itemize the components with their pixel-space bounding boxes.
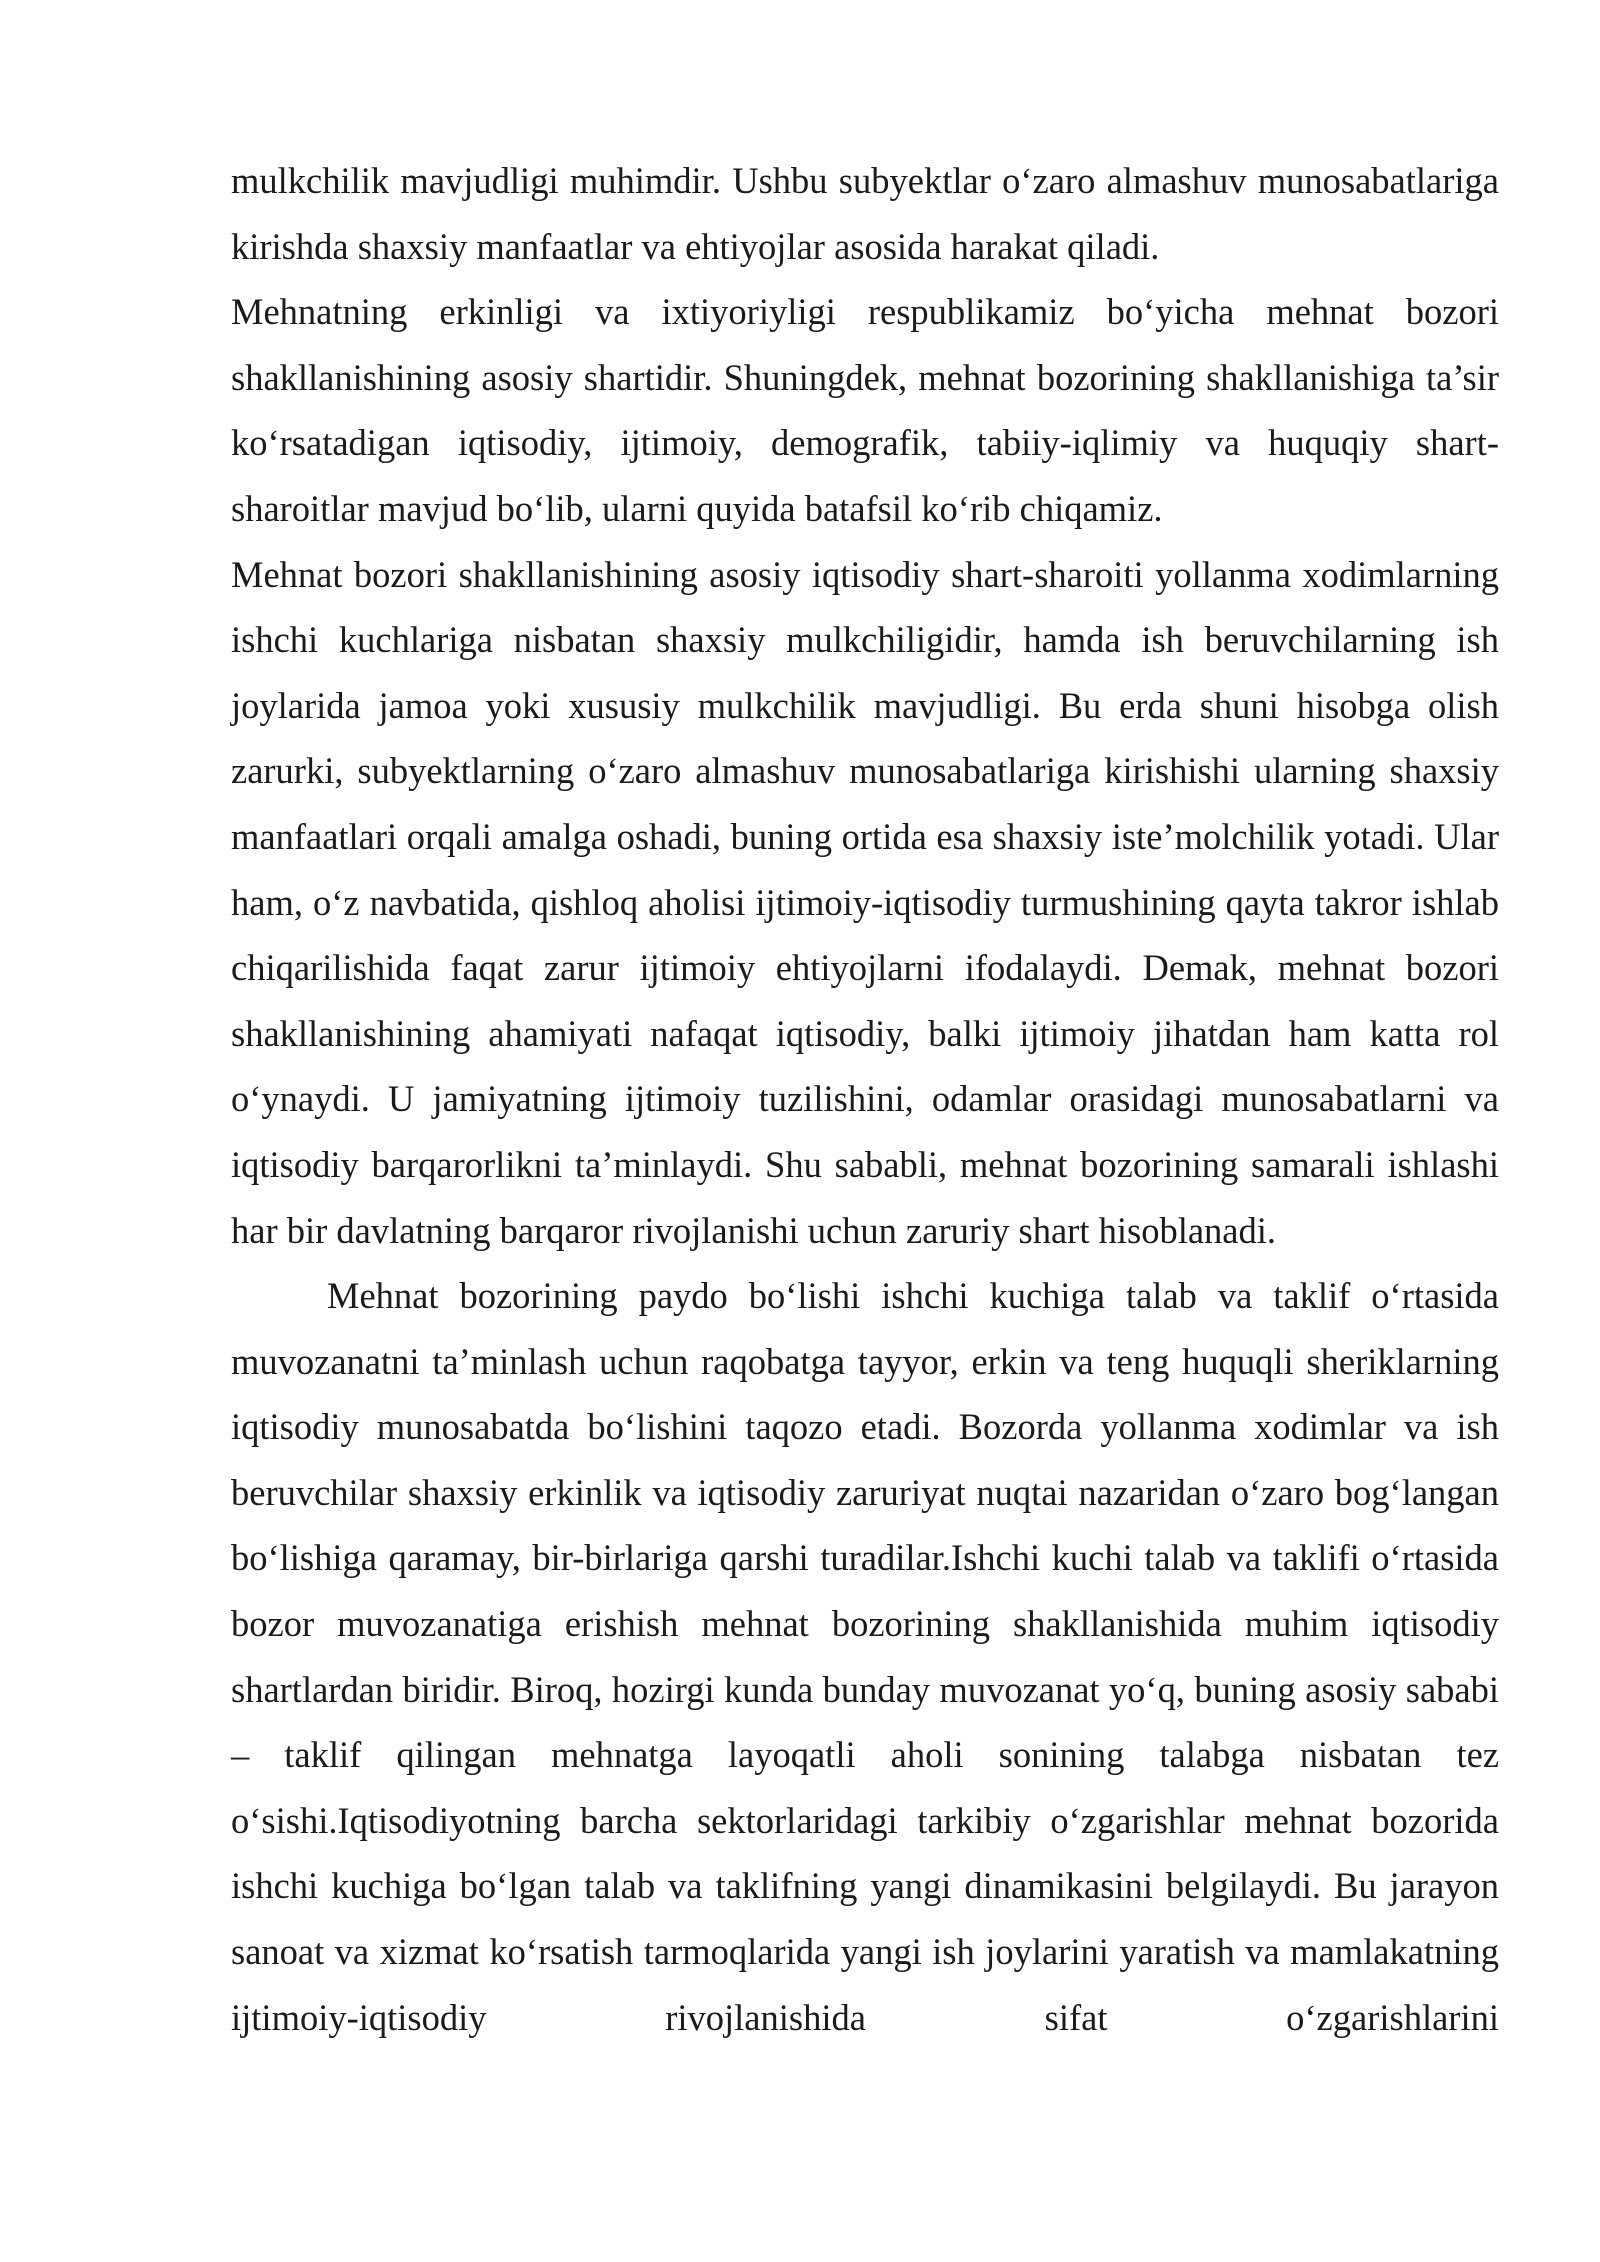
paragraph-1: mulkchilik mavjudligi muhimdir. Ushbu subyektlar o‘zaro almashuv munosabatlariga kirishda shaxsiy manfaatlar va ehtiyojlar asosida harakat qiladi. [231,160,1499,267]
paragraph-2: Mehnatning erkinligi va ixtiyoriyligi respublikamiz bo‘yicha mehnat bozori shakllanishining asosiy shartidir. Shuningdek, mehnat bozorining shakllanishiga ta’sir ko‘rsatadigan iqtisodiy, ijtimoiy, demografik, tabiiy-iqlimiy va huquqiy shart-sharoitlar mavjud bo‘lib, ularni quyida batafsil ko‘rib chiqamiz. [231,291,1499,529]
document-body [231,148,1499,2050]
paragraph-3: Mehnat bozori shakllanishining asosiy iqtisodiy shart-sharoiti yollanma xodimlarning ishchi kuchlariga nisbatan shaxsiy mulkchiligidir, hamda ish beruvchilarning ish joylarida jamoa yoki xususiy mulkchilik mavjudligi. Bu erda shuni hisobga olish zarurki, subyektlarning o‘zaro almashuv munosabatlariga kirishishi ularning shaxsiy manfaatlari orqali amalga oshadi, buning ortida esa shaxsiy iste’molchilik yotadi. Ular ham, o‘z navbatida, qishloq aholisi ijtimoiy-iqtisodiy turmushining qayta takror ishlab chiqarilishida faqat zarur ijtimoiy ehtiyojlarni ifodalaydi. Demak, mehnat bozori shakllanishining ahamiyati nafaqat iqtisodiy, balki ijtimoiy jihatdan ham katta rol o‘ynaydi. U jamiyatning ijtimoiy tuzilishini, odamlar orasidagi munosabatlarni va iqtisodiy barqarorlikni ta’minlaydi. Shu sababli, mehnat bozorining samarali ishlashi har bir davlatning barqaror rivojlanishi uchun zaruriy shart hisoblanadi. [231,553,1499,1251]
paragraph-4: Mehnat bozorining paydo bo‘lishi ishchi kuchiga talab va taklif o‘rtasida muvozanatni ta’minlash uchun raqobatga tayyor, erkin va teng huquqli sheriklarning iqtisodiy munosabatda bo‘lishini taqozo etadi. Bozorda yollanma xodimlar va ish beruvchilar shaxsiy erkinlik va iqtisodiy zaruriyat nuqtai nazaridan o‘zaro bog‘langan bo‘lishiga qaramay, bir-birlariga qarshi turadilar.Ishchi kuchi talab va taklifi o‘rtasida bozor muvozanatiga erishish mehnat bozorining shakllanishida muhim iqtisodiy shartlardan biridir. Biroq, hozirgi kunda bunday muvozanat yo‘q, buning asosiy sababi – taklif qilingan mehnatga layoqatli aholi sonining talabga nisbatan tez o‘sishi.Iqtisodiyotning barcha sektorlaridagi tarkibiy o‘zgarishlar mehnat bozorida ishchi kuchiga bo‘lgan talab va taklifning yangi dinamikasini belgilaydi. Bu jarayon sanoat va xizmat ko‘rsatish tarmoqlarida yangi ish joylarini yaratish va mamlakatning ijtimoiy-iqtisodiy rivojlanishida sifat o‘zgarishlarini [231,1275,1499,2038]
